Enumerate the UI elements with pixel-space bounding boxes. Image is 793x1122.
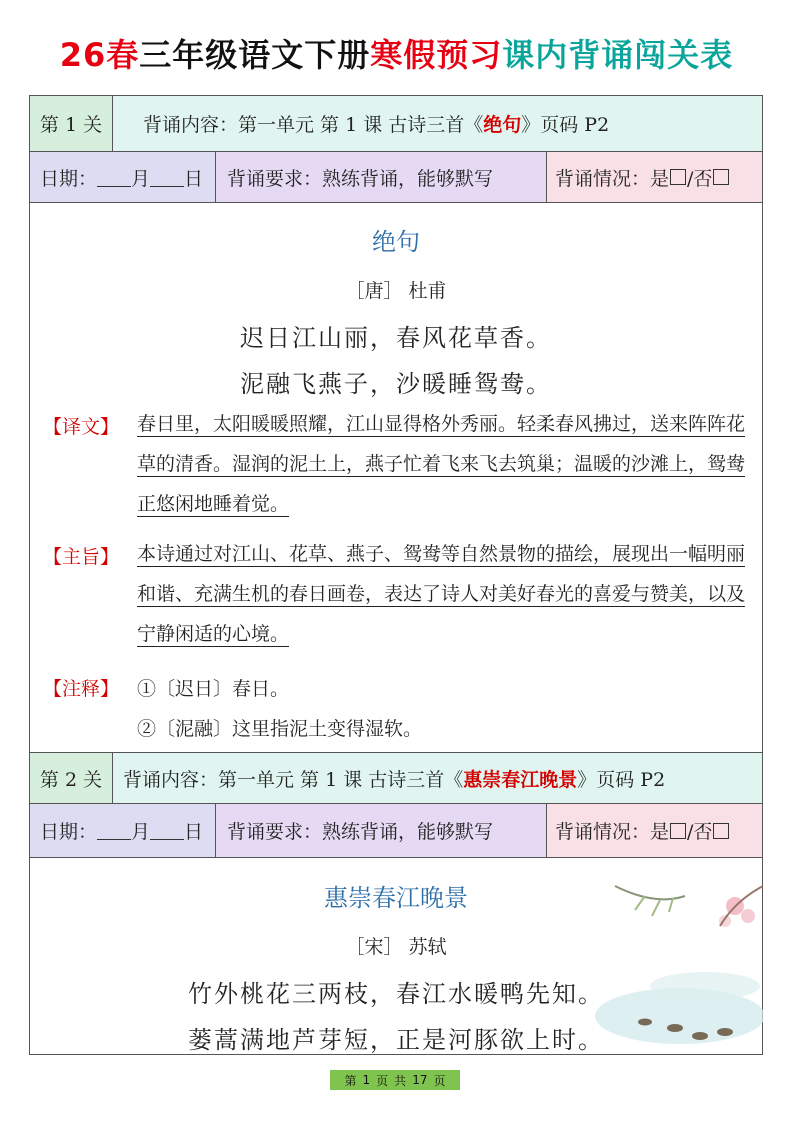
level-2-content-prefix: 背诵内容：第一单元 第 1 课 古诗三首《 bbox=[123, 768, 464, 791]
no-checkbox[interactable] bbox=[713, 823, 729, 839]
level-1-requirement: 背诵要求：熟练背诵，能够默写 bbox=[216, 152, 547, 202]
yes-checkbox[interactable] bbox=[670, 823, 686, 839]
poem-1-author: ［唐］ 杜甫 bbox=[345, 280, 447, 302]
status-sep: /否 bbox=[687, 821, 713, 843]
day-label: 日 bbox=[184, 821, 204, 843]
month-blank[interactable] bbox=[97, 168, 131, 187]
page-title bbox=[0, 30, 793, 76]
level-2-label: 第 2 关 bbox=[30, 753, 113, 803]
poem-1-line-1: 迟日江山丽，春风花草香。 bbox=[240, 324, 552, 352]
no-checkbox[interactable] bbox=[713, 169, 729, 185]
poem-2-title: 惠崇春江晚景 bbox=[324, 884, 468, 912]
poem-1-line-2: 泥融飞燕子，沙暖睡鸳鸯。 bbox=[240, 370, 552, 398]
level-2-content bbox=[113, 753, 762, 803]
title-part-3: 寒假预习 bbox=[370, 36, 503, 74]
level-1-poem-name: 绝句 bbox=[483, 114, 522, 136]
title-part-1: 26春 bbox=[59, 36, 140, 74]
level-2-requirement: 背诵要求：熟练背诵，能够默写 bbox=[216, 804, 547, 857]
status-sep: /否 bbox=[687, 167, 713, 190]
footer-text: 第 bbox=[344, 1073, 357, 1088]
level-2-date bbox=[30, 804, 216, 857]
poem-2-line-2: 蒌蒿满地芦芽短，正是河豚欲上时。 bbox=[188, 1026, 604, 1054]
poem-2-author: ［宋］ 苏轼 bbox=[345, 936, 447, 958]
day-label: 日 bbox=[184, 167, 204, 190]
title-part-2: 三年级语文下册 bbox=[139, 36, 371, 74]
month-label: 月 bbox=[131, 821, 151, 843]
level-2-content-row bbox=[30, 752, 762, 804]
level-1-content-suffix: 》页码 P2 bbox=[521, 114, 610, 136]
status-label: 背诵情况：是 bbox=[555, 167, 670, 190]
page-footer bbox=[330, 1070, 460, 1090]
level-2-status bbox=[547, 804, 762, 857]
level-2-poem-name: 惠崇春江晚景 bbox=[463, 768, 578, 791]
level-1-label: 第 1 关 bbox=[30, 96, 113, 151]
theme-label: 【主旨】 bbox=[43, 546, 120, 568]
day-blank[interactable] bbox=[150, 168, 184, 187]
level-1-status bbox=[547, 152, 762, 202]
notes-label: 【注释】 bbox=[43, 678, 120, 700]
level-1-date-row bbox=[30, 152, 762, 203]
level-1-content bbox=[113, 96, 762, 151]
theme-text: 本诗通过对江山、花草、燕子、鸳鸯等自然景物的描绘，展现出一幅明丽和谐、充满生机的春日画卷，表达了诗人对美好春光的喜爱与赞美，以及宁静闲适的心境。 bbox=[137, 543, 746, 645]
translation-text: 春日里，太阳暖暖照耀，江山显得格外秀丽。轻柔春风拂过，送来阵阵花草的清香。湿润的泥土上，燕子忙着飞来飞去筑巢；温暖的沙滩上，鸳鸯正悠闲地睡着觉。 bbox=[137, 413, 746, 515]
total-pages: 17 bbox=[412, 1073, 428, 1087]
yes-checkbox[interactable] bbox=[670, 169, 686, 185]
footer-text: 共 bbox=[394, 1073, 407, 1088]
month-label: 月 bbox=[131, 167, 151, 190]
level-1-content-row bbox=[30, 96, 762, 152]
poem-1-title: 绝句 bbox=[372, 228, 420, 256]
month-blank[interactable] bbox=[97, 821, 131, 840]
date-label: 日期： bbox=[40, 167, 98, 190]
note-1: ①〔迟日〕春日。 bbox=[137, 678, 290, 700]
title-part-4: 课内背诵闯关表 bbox=[502, 36, 734, 74]
note-2: ②〔泥融〕这里指泥土变得湿软。 bbox=[137, 718, 423, 740]
recitation-table bbox=[29, 95, 763, 1055]
date-label: 日期： bbox=[40, 821, 98, 843]
current-page: 1 bbox=[362, 1073, 371, 1087]
level-1-content-prefix: 背诵内容：第一单元 第 1 课 古诗三首《 bbox=[143, 114, 484, 136]
level-2-date-row bbox=[30, 804, 762, 858]
level-2-content-suffix: 》页码 P2 bbox=[577, 768, 666, 791]
day-blank[interactable] bbox=[150, 821, 184, 840]
translation-label: 【译文】 bbox=[43, 416, 120, 438]
footer-text: 页 bbox=[376, 1073, 389, 1088]
status-label: 背诵情况：是 bbox=[555, 821, 670, 843]
footer-text: 页 bbox=[433, 1073, 446, 1088]
poem-2-line-1: 竹外桃花三两枝，春江水暖鸭先知。 bbox=[188, 980, 604, 1008]
level-1-date bbox=[30, 152, 216, 202]
